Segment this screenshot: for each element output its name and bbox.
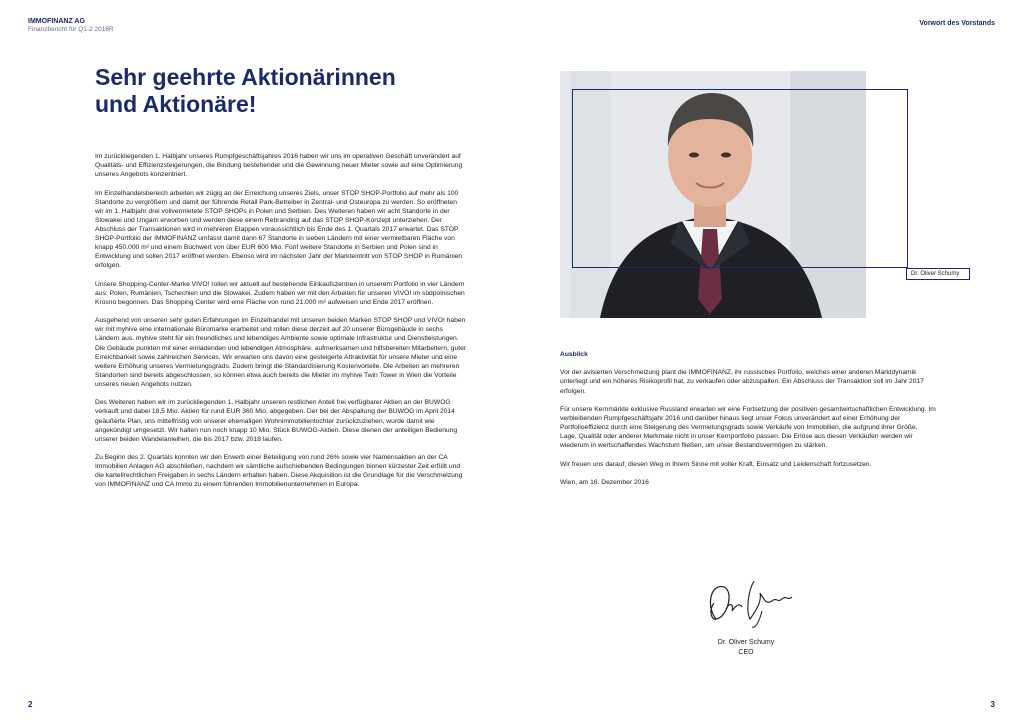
signatory-role: CEO [738,649,754,656]
paragraph: Im zurückliegenden 1. Halbjahr unseres Rumpfgeschäftsjahres 2016 haben wir uns im operativen Geschäft unverändert auf Qualitäts- und Effizienzsteigerungen, die Bindung bestehender und die Gewinnung neuer Mieter sowie auf eine Optimierung unseres Angebots konzentriert. [95,153,463,179]
paragraph: Des Weiteren haben wir im zurückliegenden 1. Halbjahr unseren restlichen Anteil frei verfügbarer Aktien an der BUWOG verkauft und dabei 18,5 Mio. Aktien für rund EUR 360 Mio. abgegeben. Der bei der Abspaltung der BUWOG im April 2014 geäußerte Plan, uns mittelfristig von unserer ehemaligen Wohnimmobilientochter zurückzuziehen, wurde damit wie angekündigt umgesetzt. Wir halten nun noch knapp 10 Mio. Stück BUWOG-Aktien. Diese dienen der anteiligen Bedienung unserer beiden Wandelanleihen, die bis 2017 bzw. 2018 laufen. [95,399,458,443]
handwritten-signature [702,571,794,631]
photo-frame [572,89,908,268]
page-title [95,64,475,118]
date-line: Wien, am 16. Dezember 2016 [560,479,649,487]
left-column [95,152,467,499]
paragraph: Wir freuen uns darauf, diesen Weg in Ihrem Sinne mit voller Kraft, Einsatz und Leidenschaft fortzusetzen. [560,460,872,468]
paragraph: Vor der avisierten Verschmelzung plant die IMMOFINANZ, ihr russisches Portfolio, welches einer anderen Marktdynamik unterliegt und ein höheres Risikoprofil hat, zu verkaufen oder abzuspalten. Ein Abschluss der Transaktion soll im Jahr 2017 erfolgen. [560,369,924,395]
page-number-left: 2 [28,700,33,709]
title-line-1: Sehr geehrte Aktionärinnen [95,64,396,90]
photo-caption: Dr. Oliver Schumy [906,268,970,280]
subheading: Ausblick [560,351,588,358]
section-title: Vorwort des Vorstands [919,20,995,27]
company-name: IMMOFINANZ AG [28,18,85,25]
paragraph: Zu Beginn des 2. Quartals konnten wir den Erwerb einer Beteiligung von rund 26% sowie vier Namensaktien an der CA Immobilien Anlagen AG abschließen, nachdem wir sämtliche aufschiebenden Bedingungen binnen kürzester Zeit erfüllt und die kartellrechtlichen Freigaben in sechs Ländern erhalten haben. Diese Akquisition ist die Grundlage für die Verschmelzung von IMMOFINANZ und CA Immo zu einem führenden Immobilienunternehmen in Europa. [95,454,463,489]
paragraph: Für unsere Kernmärkte exklusive Russland erwarten wir eine Fortsetzung der positiven gesamtwirtschaftlichen Entwicklung. Im verbleibenden Rumpfgeschäftsjahr 2016 und darüber hinaus liegt unser Fokus unverändert auf einer Erhöhung der Portfolioeffizienz durch eine Steigerung des Vermietungsgrads sowie Verkäufe von Immobilien, die aufgrund ihrer Größe, Lage, Qualität oder anderer Merkmale nicht in unser Kernportfolio passen. Die Erlöse aus diesen Verkäufen werden wir wiederum in wertschaffendes Wachstum fließen, um unser Bestandsvermögen zu stärken. [560,405,936,450]
page-number-right: 3 [990,700,995,709]
paragraph: Unsere Shopping-Center-Marke VIVO! rollen wir aktuell auf bestehende Einkaufszentren in unserem Portfolio in vier Ländern aus: Polen, Rumänien, Tschechien und die Slowakei. Zudem haben wir mit den Arbeiten für unseren VIVO! im südpolnischen Krosno begonnen. Das Shopping Center wird eine Fläche von rund 21.000 m² aufweisen und Ende 2017 eröffnen. [95,280,465,306]
report-title: Finanzbericht für Q1-2 2016R [28,26,114,33]
paragraph: Ausgehend von unseren sehr guten Erfahrungen im Einzelhandel mit unseren beiden Marken STOP SHOP und VIVO! haben wir mit myhive eine internationale Büromarke erarbeitet und rollen diese derzeit auf 20 unserer Bürogebäude in sechs Ländern aus. myhive steht für ein freundliches und lebendiges Ambiente sowie optimale Infrastruktur und Dienstleistungen. Die Gebäude punkten mit einer einladenden und lebendigen Atmosphäre, aufmerksamen und hilfsbereiten Mitarbeitern, guter Erreichbarkeit sowie zahlreichen Services. Wir erwarten uns davon eine gesteigerte Attraktivität für unsere Mieter und eine weitere Erhöhung unseres Vermietungsgrads. Zudem bringt die Standardisierung Kostenvorteile. Die Arbeiten an mehreren Standorten sind bereits abgeschlossen, so können etwa auch bereits die Mieter im myhive Twin Tower in Wien die Vorteile unseres neuen Angebots nutzen. [95,317,467,388]
paragraph: Im Einzelhandelsbereich arbeiten wir zügig an der Erreichung unseres Ziels, unser STOP SHOP-Portfolio auf mehr als 100 Standorte zu vergrößern und damit der führende Retail Park-Betreiber in Zentral- und Osteuropa zu werden. So eröffneten wir im 1. Halbjahr drei vollvermietete STOP SHOPs in Polen und Serbien. Des Weiteren haben wir acht Standorte in der Slowakei und Ungarn erworben und werden diese einem Rebranding auf das STOP SHOP-Konzept unterziehen. Der Abschluss der Transaktionen wird in mehreren Etappen voraussichtlich bis Ende des 1. Quartals 2017 erwartet. Das STOP SHOP-Portfolio der IMMOFINANZ umfasst damit dann 67 Standorte in sieben Ländern mit einer vermietbaren Fläche von knapp 450.000 m² und einem Buchwert von über EUR 600 Mio. Fünf weitere Standorte in Serbien und Polen sind in Entwicklung und sollen 2017 eröffnet werden. Ebenso wird im nächsten Jahr der Markteintritt von STOP SHOP in Rumänien erfolgen. [95,189,463,270]
signatory-name: Dr. Oliver Schumy [717,639,775,646]
title-line-2: und Aktionäre! [95,91,257,117]
right-column [560,350,936,497]
